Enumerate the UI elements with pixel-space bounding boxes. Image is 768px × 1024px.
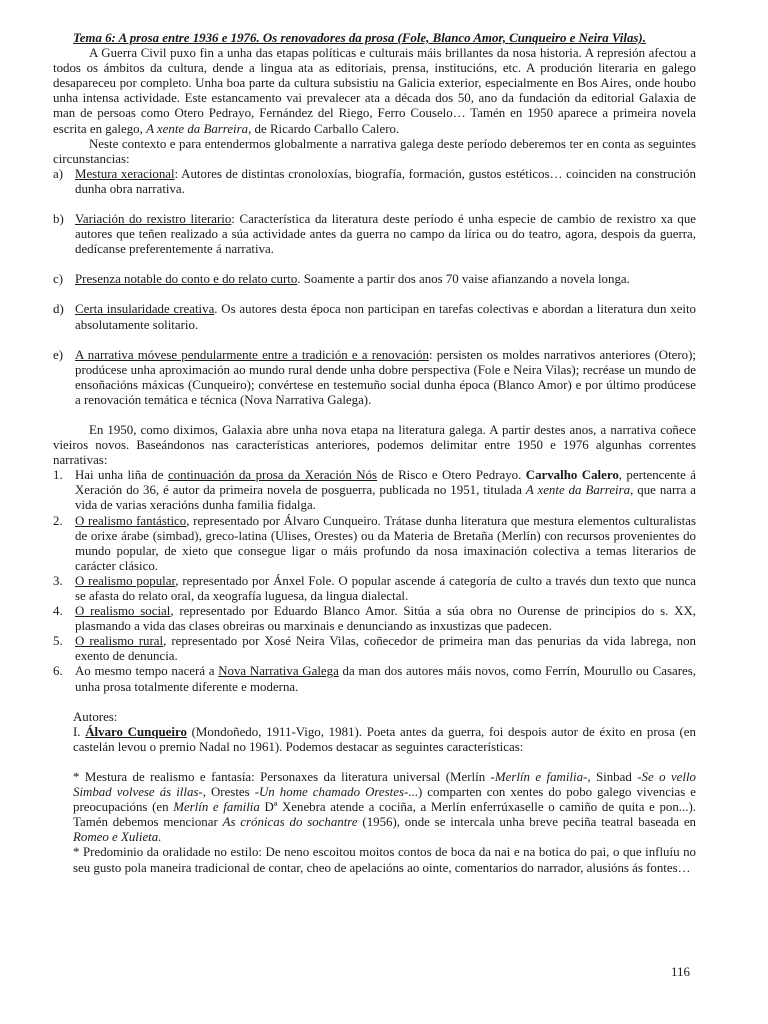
author-name: Álvaro Cunqueiro [85, 724, 187, 739]
document-page [53, 31, 696, 876]
circumstance-label: Variación do rexistro literario [75, 212, 232, 227]
current-item: 1. Hai unha liña de continuación da prosa da Xeración Nós de Risco e Otero Pedrayo. Carvalho Calero, pertencente á Xeración do 36, é autor da primeira novela de posguerra, publicada no 1951, titulada A xente da Barreira, que narra a vida de varias xeracións dunha familia fidalga. [53, 468, 697, 513]
intro-paragraph-1: A Guerra Civil puxo fin a unha das etapas políticas e culturais máis brillantes da nosa historia. A represión afectou a todos os ámbitos da cultura, dende a lingua ata as editoriais, prensa, institucións, etc. A produción literaria en galego desapareceu por completo. Unha boa parte da cultura subsistiu na Galicia exterior, especialmente en Bos Aires, onde houbo unha intensa actividade. Este estancamento vai prevalecer ata a década dos 50, ano da fundación da editorial Galaxia de man de persoas como Otero Pedrayo, Fernández del Riego, Ferro Couselo… Tamén en 1950 aparece a primeira novela escrita en galego, A xente da Barreira, de Ricardo Carballo Calero. [53, 46, 696, 136]
circumstance-item: d) Certa insularidade creativa. Os autores desta época non participan en tarefas colectivas e abordan a literatura dun xeito absolutamente solitario. [53, 302, 697, 332]
circumstance-label: Mestura xeracional [75, 166, 175, 181]
circumstance-label: Certa insularidade creativa [75, 302, 215, 317]
circumstance-label: A narrativa móvese pendularmente entre a tradición e a renovación [75, 347, 429, 362]
intro-paragraph-2: Neste contexto e para entendermos globalmente a narrativa galega deste período deberemos ter en conta as seguintes circunstancias: [53, 136, 696, 166]
page-title: Tema 6: A prosa entre 1936 e 1976. Os renovadores da prosa (Fole, Blanco Amor, Cunqueiro e Neira Vilas). [73, 31, 646, 45]
circumstance-item: b) Variación do rexistro literario: Característica da literatura deste período é unha especie de cambio de rexistro xa que autores que teñen realizado a súa actividade antes da guerra no campo da lírica ou do teatro, agora, despois da guerra, dedícanse preferentemente á narrativa. [53, 212, 696, 257]
current-item: 2. O realismo fantástico, representado por Álvaro Cunqueiro. Trátase dunha literatura que mestura elementos culturalistas de orixe árabe (simbad), greco-latina (Ulises, Orestes) ou da Materia de Bretaña (Merlín) con recursos provenientes do mundo popular, de xieto que consegue ligar o máis profundo da nosa imaxinación colectiva a temas literarios de carácter clásico. [53, 513, 696, 573]
circumstance-item: a) Mestura xeracional: Autores de distintas cronoloxías, biografía, formación, gustos estéticos… coinciden na construción dunha obra narrativa. [53, 166, 696, 196]
authors-heading: Autores: [73, 709, 118, 724]
author-entry: I. Álvaro Cunqueiro (Mondoñedo, 1911-Vigo, 1981). Poeta antes da guerra, foi despois autor de éxito en prosa (en castelán levou o premio Nadal no 1961). Podemos destacar as seguintes características: [73, 724, 696, 754]
galaxia-paragraph: En 1950, como diximos, Galaxia abre unha nova etapa na literatura galega. A partir destes anos, a narrativa coñece vieiros novos. Baseándonos nas características anteriores, podemos delimitar entre 1950 e 1976 algunhas correntes narrativas: [53, 422, 696, 468]
current-item: 6. Ao mesmo tempo nacerá a Nova Narrativa Galega da man dos autores máis novos, como Ferrín, Mourullo ou Casares, unha prosa totalmente diferente e moderna. [53, 664, 696, 694]
current-item: 5. O realismo rural, representado por Xosé Neira Vilas, coñecedor de primeira man das penurias da vida labrega, non exento de denuncia. [53, 634, 696, 664]
feature-paragraph: * Predominio da oralidade no estilo: De neno escoitou moitos contos de boca da nai e na botica do pai, o que influíu no seu gusto pola maneira tradicional de contar, cheo de apelacións ao ointe, comentarios do narrador, alusións ás fontes… [73, 845, 696, 875]
circumstance-label: Presenza notable do conto e do relato curto [75, 272, 298, 287]
current-item: 3. O realismo popular, representado por Ánxel Fole. O popular ascende á categoría de culto a través dun texto que nunca se afasta do relato oral, da xeografía luguesa, da lingua dialectal. [53, 573, 696, 603]
current-item: 4. O realismo social, representado por Eduardo Blanco Amor. Sitúa a súa obra no Ourense de principios do s. XX, plasmando a vida das clases obreiras ou marxinais e denunciando as inxustizas que padecen. [53, 604, 696, 634]
feature-paragraph: * Mestura de realismo e fantasía: Personaxes da literatura universal (Merlín -Merlín e familia-, Sinbad -Se o vello Simbad volvese ás illas-, Orestes -Un home chamado Orestes-...) comparten con xentes do pobo galego vivencias e preocupacións (en Merlín e familia Dª Xenebra atende a cociña, a Merlín enferrúxaselle o camiño de quita e pon...). Tamén debemos mencionar As crónicas do sochantre (1956), onde se intercala unha breve peciña teatral baseada en Romeo e Xulieta. [73, 769, 697, 845]
book-title: A xente da Barreira, [146, 121, 252, 136]
page-number: 116 [671, 964, 691, 979]
circumstance-item: e) A narrativa móvese pendularmente entre a tradición e a renovación: persisten os moldes narrativos anteriores (Otero); prodúcese unha aproximación ao mundo rural dende unha dobre perspectiva (Fole e Neira Vilas); recréase un mundo de ensoñacións máxicas (Cunqueiro); convértese en testemuño social dunha época (Blanco Amor) e por último prodúcese a renovación temática e técnica (Nova Narrativa Galega). [53, 347, 696, 407]
circumstance-item: c) Presenza notable do conto e do relato curto. Soamente a partir dos anos 70 vaise afianzando a novela longa. [53, 272, 630, 287]
